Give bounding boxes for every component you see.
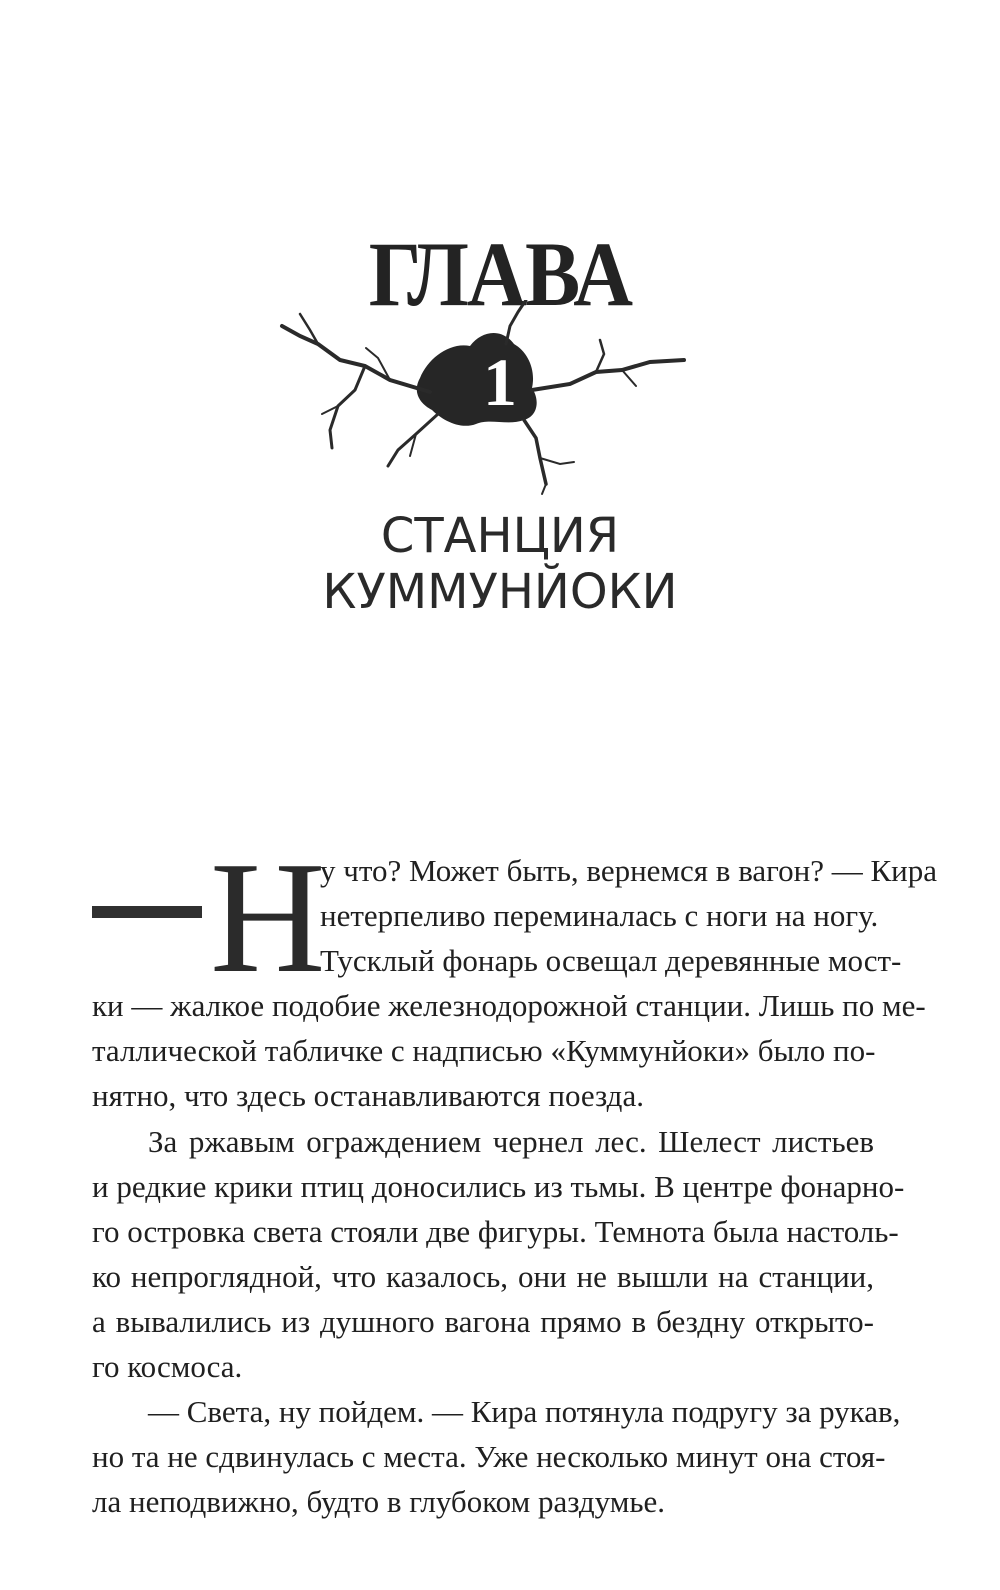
drop-cap-letter: Н bbox=[210, 828, 326, 1006]
chapter-label: ГЛАВА bbox=[368, 223, 632, 325]
dialogue-dash bbox=[92, 906, 202, 918]
body-text bbox=[92, 828, 938, 1524]
text-line: го островка света стояли две фигуры. Темнота была настоль- bbox=[92, 1213, 899, 1249]
chapter-title bbox=[0, 508, 1000, 620]
chapter-title-line-2: КУММУНЙОКИ bbox=[322, 564, 678, 620]
chapter-title-line-1: СТАНЦИЯ bbox=[380, 508, 620, 564]
text-line: нятно, что здесь останавливаются поезда. bbox=[92, 1078, 644, 1114]
text-line: ко непроглядной, что казалось, они не вышли на станции, bbox=[92, 1258, 874, 1294]
text-line: а вывалились из душного вагона прямо в бездну открыто- bbox=[92, 1303, 874, 1339]
text-line: таллической табличке с надписью «Куммунйоки» было по- bbox=[92, 1033, 876, 1069]
text-line: нетерпеливо переминалась с ноги на ногу. bbox=[320, 898, 879, 934]
text-line: но та не сдвинулась с места. Уже несколько минут она стоя- bbox=[92, 1439, 886, 1475]
text-line: За ржавым ограждением чернел лес. Шелест листьев bbox=[148, 1123, 874, 1159]
text-line: у что? Может быть, вернемся в вагон? — Кира bbox=[320, 853, 938, 888]
text-line: ла неподвижно, будто в глубоком раздумье. bbox=[92, 1484, 666, 1520]
chapter-number: 1 bbox=[483, 344, 517, 420]
text-line: го космоса. bbox=[92, 1349, 243, 1385]
text-line: Тусклый фонарь освещал деревянные мост- bbox=[320, 943, 902, 979]
text-line: ки — жалкое подобие железнодорожной станции. Лишь по ме- bbox=[92, 988, 926, 1024]
text-line: и редкие крики птиц доносились из тьмы. В центре фонарно- bbox=[92, 1168, 905, 1204]
text-line: — Света, ну пойдем. — Кира потянула подругу за рукав, bbox=[148, 1394, 901, 1430]
